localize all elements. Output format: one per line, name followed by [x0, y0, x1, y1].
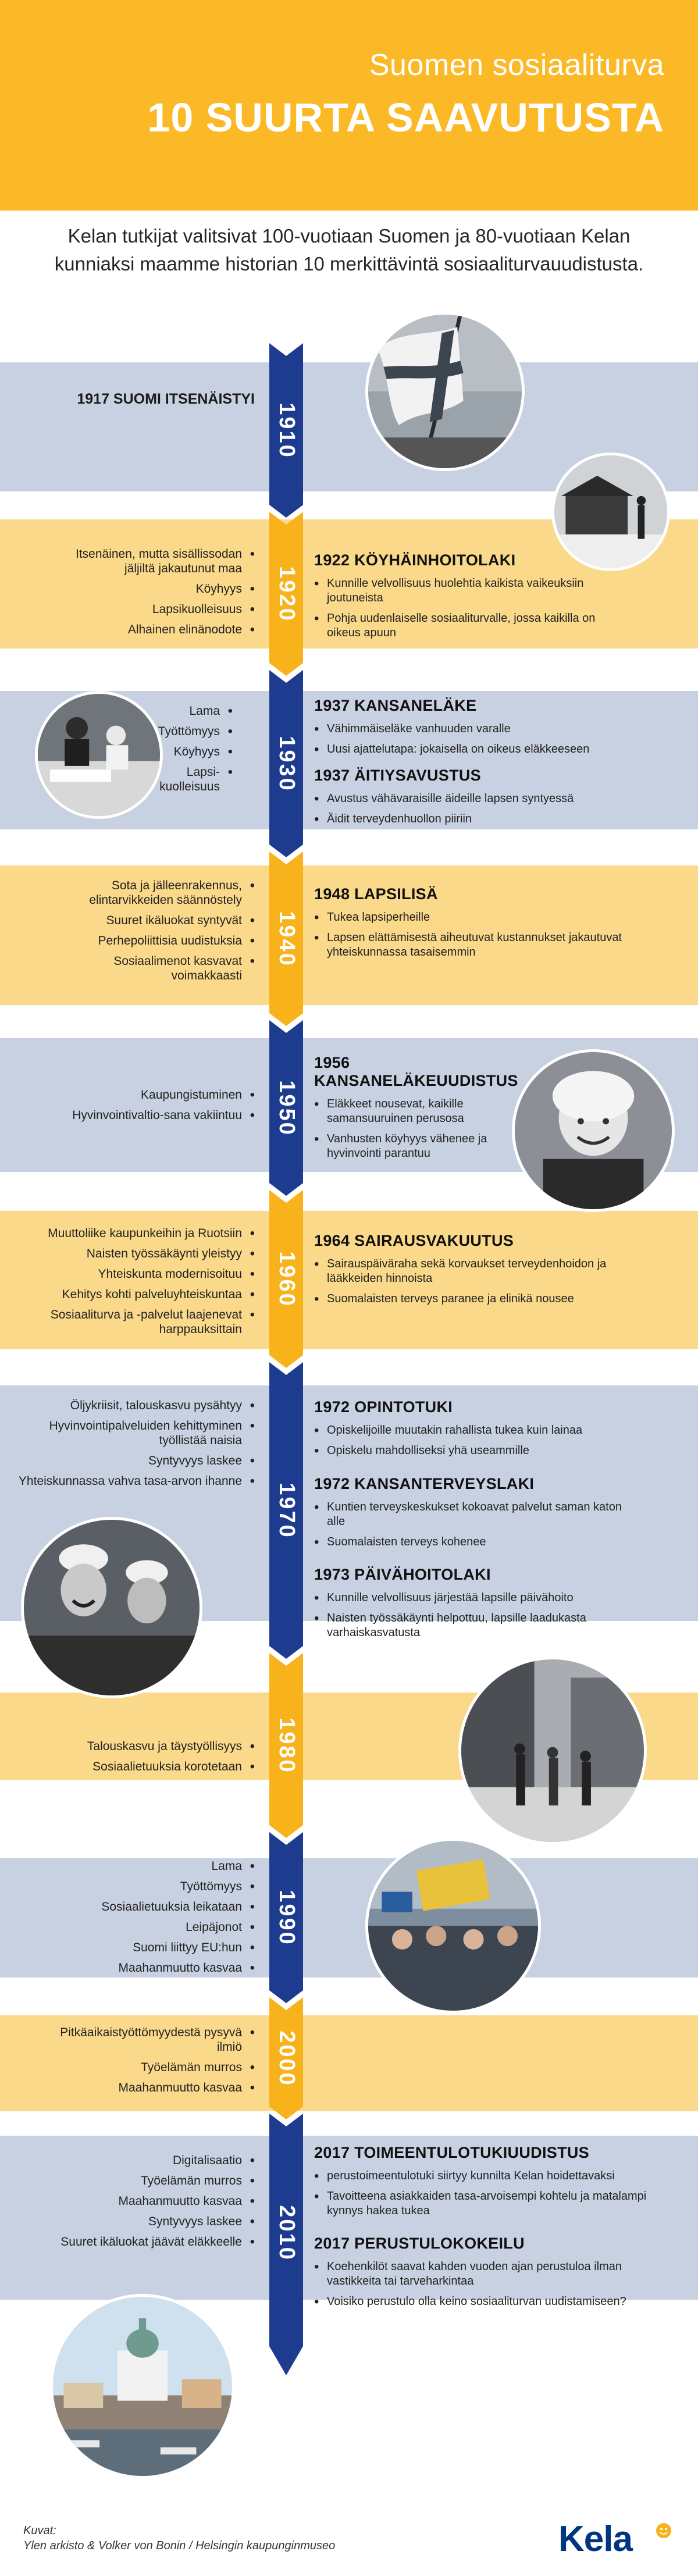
list-item: Sosiaalietuuksia korotetaan •: [34, 1759, 255, 1774]
event-bullet: • Tavoitteena asiakkaiden tasa-arvoisempi kohtelu ja matalampi kynnys hakea tukea: [314, 2189, 651, 2218]
decade-1960: 1960: [274, 1250, 299, 1307]
photo-flag: [365, 312, 525, 471]
photo-elderly-woman: [512, 1049, 675, 1212]
event-1937-maternity: [314, 767, 640, 832]
list-item: Suomi liittyy EU:hun •: [69, 1940, 255, 1955]
photo-1930s: [35, 691, 163, 819]
event-1948: [314, 885, 628, 965]
event-2017-income-support: [314, 2144, 651, 2224]
event-bullet: • Vähimmäiseläke vanhuuden varalle: [314, 722, 640, 736]
event-title: 1973 PÄIVÄHOITOLAKI: [314, 1566, 491, 1583]
list-item: Maahanmuutto kasvaa •: [34, 2080, 255, 2095]
event-title: 1922 KÖYHÄINHOITOLAKI: [314, 551, 516, 569]
decade-2000: 2000: [274, 2030, 299, 2087]
list-item: Lapsi-kuolleisuus •: [157, 765, 233, 794]
image-credits: [23, 2523, 335, 2553]
decade-1940: 1940: [274, 910, 299, 967]
event-title: 2017 TOIMEENTULOTUKIUUDISTUS: [314, 2144, 589, 2161]
event-title: 2017 PERUSTULOKOKEILU: [314, 2235, 525, 2252]
event-bullet: • Kunnille velvollisuus huolehtia kaikista vaikeuksiin joutuneista: [314, 576, 617, 605]
list-item: Kaupungistuminen •: [34, 1088, 255, 1102]
event-bullet: • Koehenkilöt saavat kahden vuoden ajan perustuloa ilman vastikkeita tai tarveharkintaa: [314, 2260, 651, 2289]
list-item: Köyhyys •: [157, 744, 233, 759]
event-bullet: • Naisten työssäkäynti helpottuu, lapsille laadukasta varhaiskasvatusta: [314, 1611, 640, 1640]
list-item: Lapsikuolleisuus •: [74, 602, 255, 617]
event-bullet: • Kuntien terveyskeskukset kokoavat palvelut saman katon alle: [314, 1500, 640, 1529]
list-item: Lama •: [157, 704, 233, 718]
context-list-1940: [51, 878, 255, 989]
decade-1920: 1920: [274, 565, 299, 622]
header-subtitle: Suomen sosiaaliturva: [369, 48, 664, 82]
event-bullet: • Lapsen elättämisestä aiheutuvat kustannukset jakautuvat yhteiskunnassa tasaisemmin: [314, 931, 628, 960]
header-banner: [0, 0, 698, 211]
event-1964: [314, 1232, 646, 1312]
event-1972-study: [314, 1398, 640, 1464]
list-item: Öljykriisit, talouskasvu pysähtyy •: [16, 1398, 255, 1413]
photo-protest: [365, 1838, 541, 2014]
decade-1950: 1950: [274, 1079, 299, 1136]
list-item: Itsenäinen, mutta sisällissodan jäljiltä jakautunut maa •: [74, 547, 255, 576]
list-item: Sosiaalietuuksia leikataan •: [69, 1900, 255, 1914]
photo-helsinki: [50, 2294, 235, 2479]
event-title: 1937 KANSANELÄKE: [314, 697, 477, 714]
list-item: Työttömyys •: [157, 724, 233, 739]
list-item: Hyvinvointivaltio-sana vakiintuu •: [34, 1108, 255, 1123]
flag-photo-icon: [368, 315, 522, 468]
students-photo-icon: [24, 1520, 200, 1695]
context-list-1970: [16, 1398, 255, 1494]
list-item: Lama •: [69, 1859, 255, 1873]
event-1917: 1917 SUOMI ITSENÄISTYI: [77, 391, 255, 407]
list-item: Kehitys kohti palveluyhteiskuntaa •: [22, 1287, 255, 1302]
list-item: Syntyvyys laskee •: [22, 2214, 255, 2229]
event-bullet: • Opiskelijoille muutakin rahallista tukea kuin lainaa: [314, 1423, 640, 1438]
list-item: Perhepoliittisia uudistuksia •: [51, 934, 255, 948]
list-item: Yhteiskunnassa vahva tasa-arvon ihanne •: [16, 1474, 255, 1488]
portrait-photo-icon: [515, 1052, 672, 1209]
list-item: Yhteiskunta modernisoituu •: [22, 1267, 255, 1281]
event-2017-basic-income: [314, 2235, 651, 2315]
protest-photo-icon: [368, 1841, 538, 2011]
list-item: Hyvinvointipalveluiden kehittyminen työllistää naisia •: [16, 1419, 255, 1448]
list-item: Naisten työssäkäynti yleistyy •: [22, 1246, 255, 1261]
header-title: 10 SUURTA SAAVUTUSTA: [147, 95, 664, 140]
decade-1980: 1980: [274, 1717, 299, 1774]
list-item: Köyhyys •: [74, 582, 255, 596]
list-item: Sosiaalimenot kasvavat voimakkaasti •: [51, 954, 255, 983]
list-item: Pitkäaikaistyöttömyydestä pysyvä ilmiö •: [34, 2025, 255, 2054]
event-title: 1972 KANSANTERVEYSLAKI: [314, 1475, 535, 1492]
event-bullet: • Sairauspäiväraha sekä korvaukset terveydenhoidon ja lääkkeiden hinnoista: [314, 1257, 646, 1286]
helsinki-photo-icon: [53, 2297, 232, 2476]
list-item: Suuret ikäluokat jäävät eläkkeelle •: [22, 2235, 255, 2249]
street-photo-icon: [461, 1659, 644, 1842]
event-bullet: • Avustus vähävaraisille äideille lapsen syntyessä: [314, 792, 640, 806]
office-photo-icon: [38, 694, 160, 816]
event-bullet: • Suomalaisten terveys paranee ja elinikä nousee: [314, 1292, 646, 1306]
event-1972-health: [314, 1475, 640, 1555]
decade-2010: 2010: [274, 2204, 299, 2261]
list-item: Muuttoliike kaupunkeihin ja Ruotsiin •: [22, 1226, 255, 1241]
event-bullet: • Äidit terveydenhuollon piiriin: [314, 812, 640, 826]
event-bullet: • Tukea lapsiperheille: [314, 910, 628, 925]
event-title: 1937 ÄITIYSAVUSTUS: [314, 767, 481, 784]
event-title: 1956 KANSANELÄKEUUDISTUS: [314, 1054, 518, 1089]
list-item: Suuret ikäluokat syntyvät •: [51, 913, 255, 928]
credit-text: Ylen arkisto & Volker von Bonin / Helsingin kaupunginmuseo: [23, 2539, 336, 2552]
event-1973-daycare: [314, 1566, 640, 1646]
event-title: 1964 SAIRAUSVAKUUTUS: [314, 1232, 514, 1249]
event-bullet: • Kunnille velvollisuus järjestää lapsille päivähoito: [314, 1591, 640, 1605]
event-bullet: • Eläkkeet nousevat, kaikille samansuuruinen perusosa: [314, 1097, 494, 1126]
kela-logo: [558, 2518, 675, 2559]
list-item: Työelämän murros •: [34, 2060, 255, 2075]
context-list-1990: [69, 1859, 255, 1981]
intro-text: Kelan tutkijat valitsivat 100-vuotiaan Suomen ja 80-vuotiaan Kelan kunniaksi maamme historian 10 merkittävintä sosiaaliturvauudistusta.: [54, 225, 644, 275]
event-bullet: • Pohja uudenlaiselle sosiaaliturvalle, jossa kaikilla on oikeus apuun: [314, 611, 617, 640]
decade-1970: 1970: [274, 1482, 299, 1539]
photo-students: [21, 1517, 202, 1698]
event-title: 1948 LAPSILISÄ: [314, 885, 438, 903]
decade-1930: 1930: [274, 735, 299, 792]
list-item: Talouskasvu ja täystyöllisyys •: [34, 1739, 255, 1754]
decade-1910: 1910: [274, 402, 299, 459]
event-bullet: • Voisiko perustulo olla keino sosiaaliturvan uudistamiseen?: [314, 2294, 651, 2309]
event-bullet: • Opiskelu mahdolliseksi yhä useammille: [314, 1444, 640, 1458]
event-1937-pension: [314, 697, 640, 763]
list-item: Digitalisaatio •: [22, 2153, 255, 2168]
context-list-2000: [34, 2025, 255, 2101]
event-bullet: • perustoimeentulotuki siirtyy kunnilta Kelan hoidettavaksi: [314, 2169, 651, 2183]
event-bullet: • Suomalaisten terveys kohenee: [314, 1535, 640, 1549]
list-item: Alhainen elinänodote •: [74, 622, 255, 637]
list-item: Syntyvyys laskee •: [16, 1453, 255, 1468]
decade-1990: 1990: [274, 1889, 299, 1946]
list-item: Maahanmuutto kasvaa •: [69, 1961, 255, 1975]
event-bullet: • Uusi ajattelutapa: jokaisella on oikeus eläkkeeseen: [314, 742, 640, 757]
list-item: Työelämän murros •: [22, 2174, 255, 2188]
list-item: Sota ja jälleenrakennus, elintarvikkeiden säännöstely •: [51, 878, 255, 907]
credit-label: Kuvat:: [23, 2524, 56, 2537]
logo-text: Kela: [558, 2519, 632, 2559]
context-list-1950: [34, 1088, 255, 1128]
event-1956: [314, 1054, 535, 1167]
context-list-1930: [157, 704, 233, 800]
kela-smile-icon: [655, 2522, 672, 2539]
list-item: Leipäjonot •: [69, 1920, 255, 1934]
context-list-2010: [22, 2153, 255, 2255]
list-item: Sosiaaliturva ja -palvelut laajenevat harppauksittain •: [22, 1307, 255, 1337]
context-list-1920: [74, 547, 255, 643]
photo-street: [458, 1656, 647, 1845]
context-list-1980: [34, 1739, 255, 1780]
context-list-1960: [22, 1226, 255, 1342]
list-item: Maahanmuutto kasvaa •: [22, 2194, 255, 2208]
event-1922: [314, 551, 617, 646]
event-bullet: • Vanhusten köyhyys vähenee ja hyvinvointi parantuu: [314, 1132, 494, 1161]
list-item: Työttömyys •: [69, 1879, 255, 1894]
event-title: 1972 OPINTOTUKI: [314, 1398, 453, 1416]
